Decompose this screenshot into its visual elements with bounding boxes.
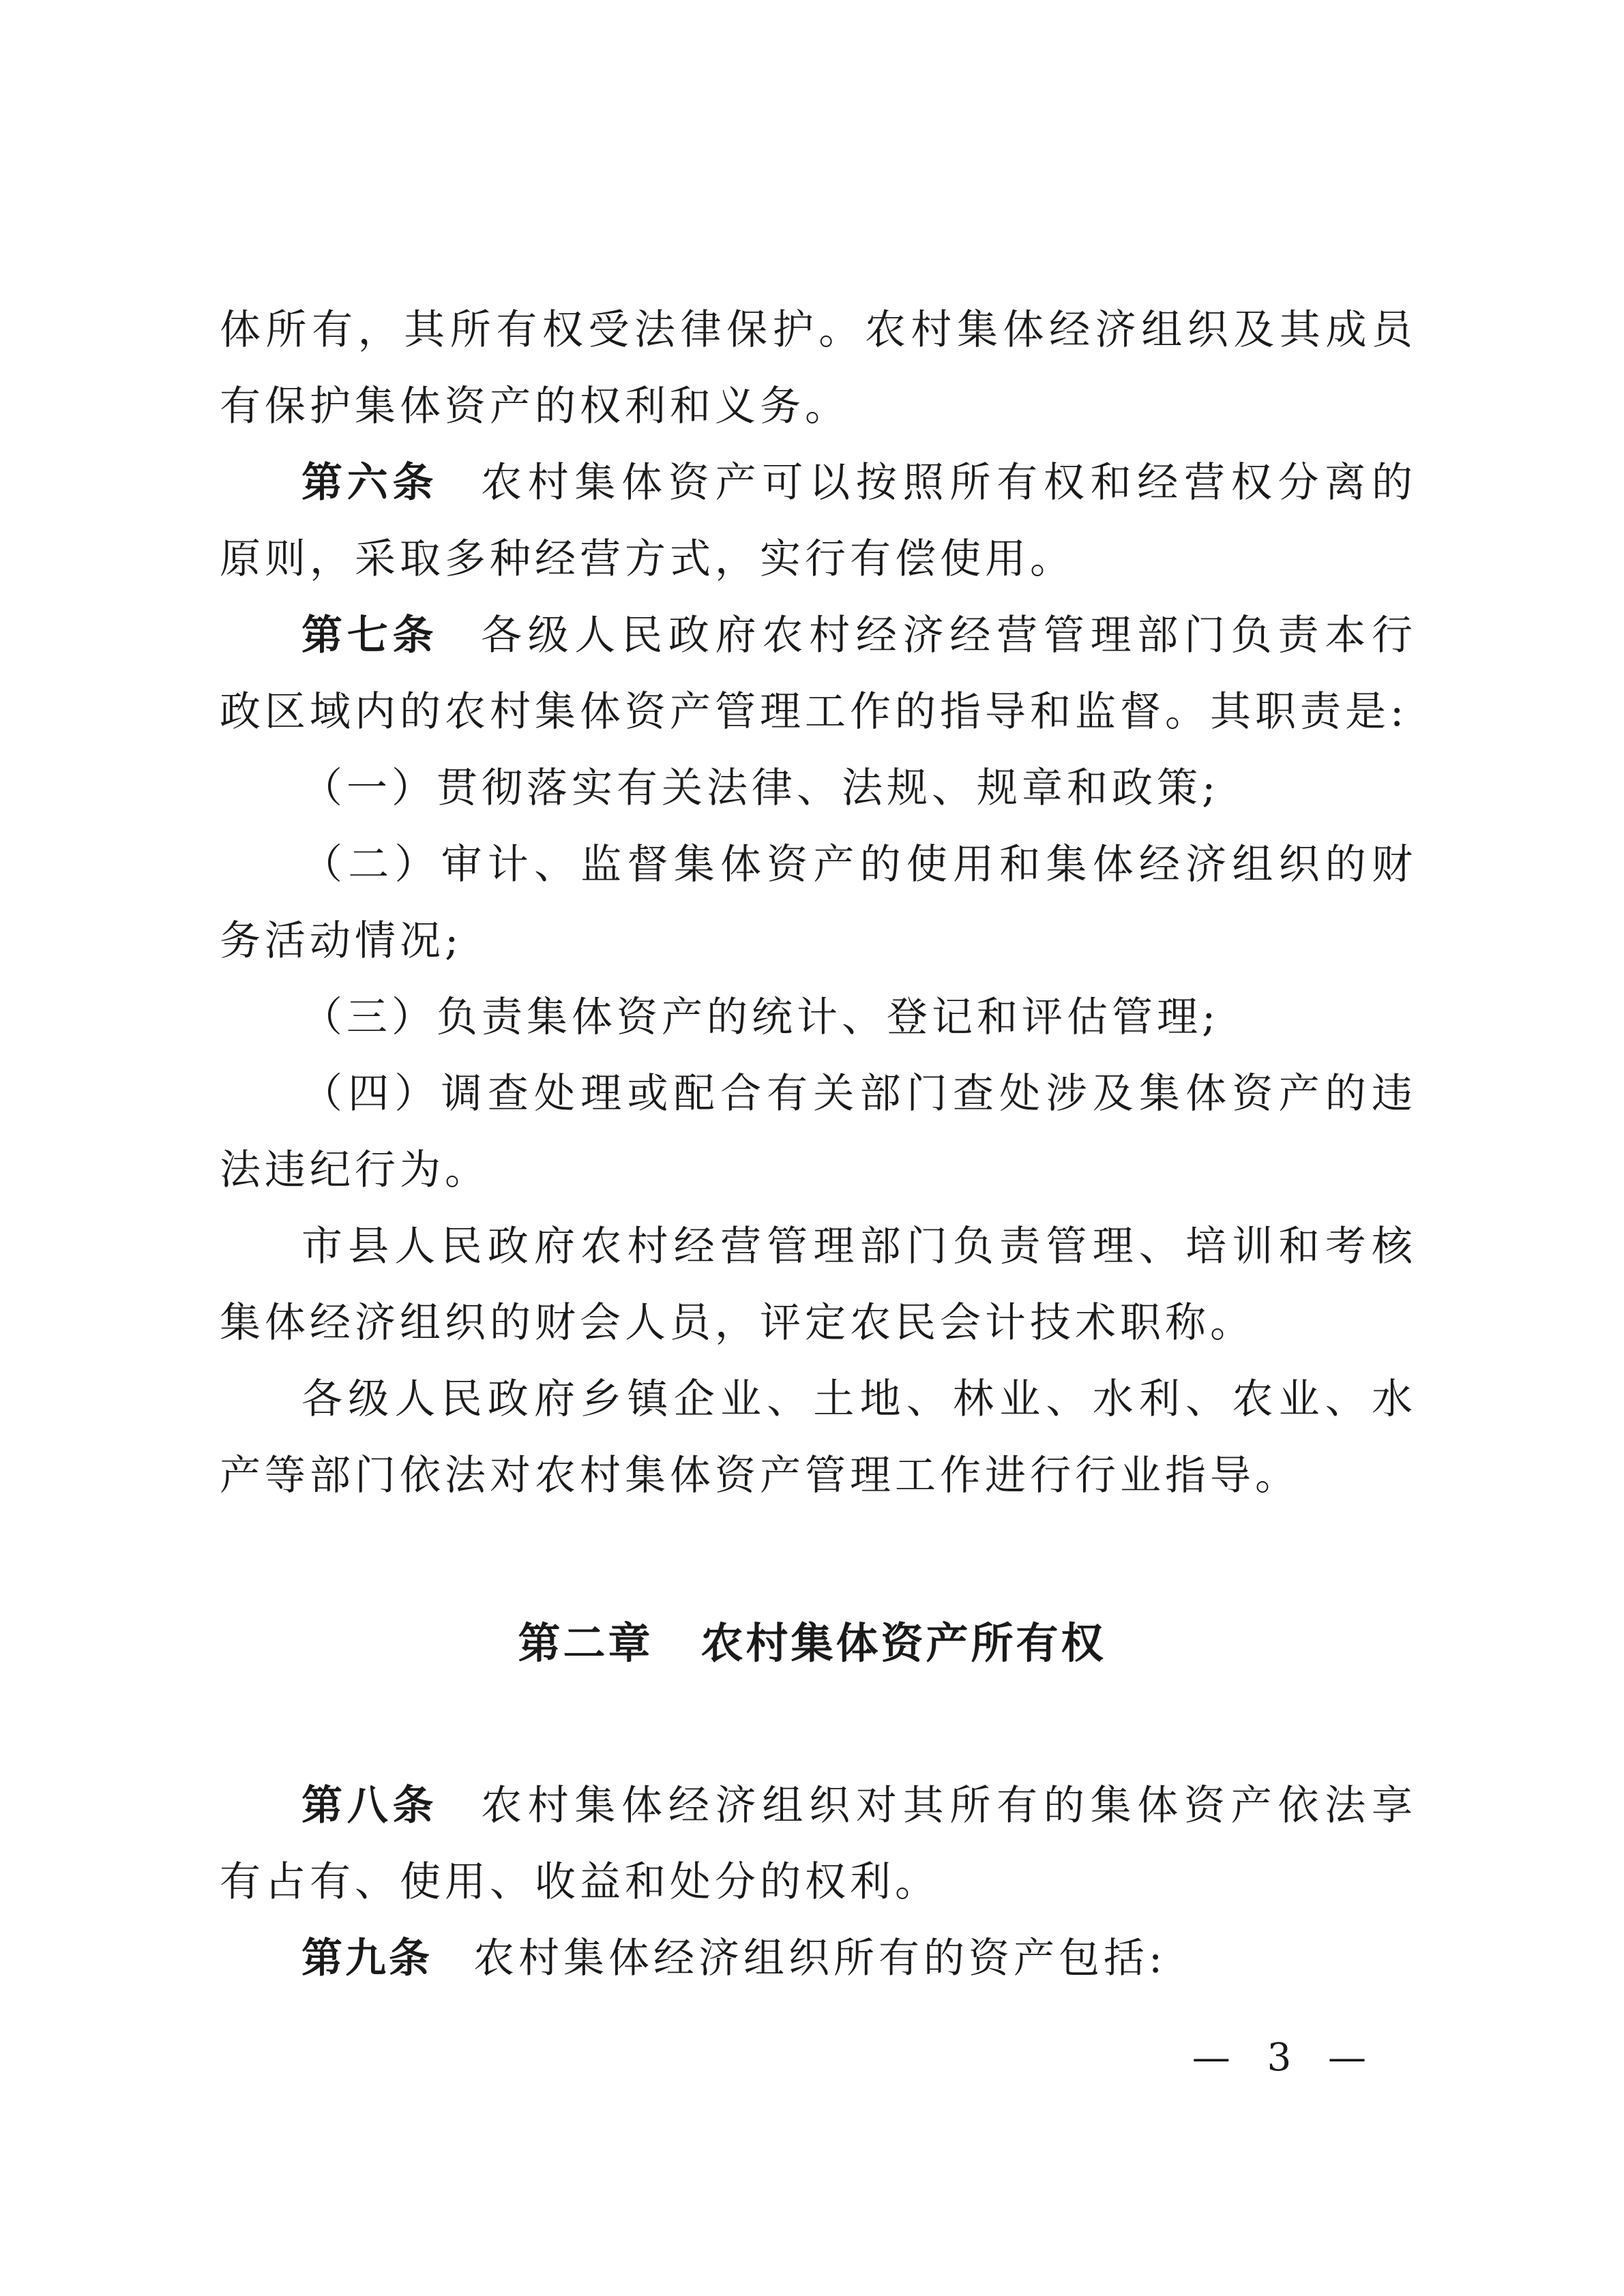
- duty-item-3: [220, 979, 1417, 1056]
- article-6: [220, 445, 1417, 597]
- paragraph-industry-guidance: [220, 1361, 1417, 1514]
- paragraph-county-management: [220, 1208, 1417, 1361]
- duty-item-text: （二）审计、监督集体资产的使用和集体经济组织的财务活动情况;: [220, 841, 1417, 965]
- article-9-text: 农村集体经济组织所有的资产包括:: [473, 1935, 1167, 1982]
- duty-item-text: （三）负责集体资产的统计、登记和评估管理;: [301, 994, 1220, 1041]
- article-6-text: 农村集体资产可以按照所有权和经营权分离的原则，采取多种经营方式，实行有偿使用。: [220, 459, 1417, 583]
- duty-item-1: [220, 750, 1417, 826]
- article-9: [220, 1920, 1417, 1997]
- article-7-text: 各级人民政府农村经济经营管理部门负责本行政区域内的农村集体资产管理工作的指导和监督。其职责是:: [220, 612, 1417, 736]
- chapter-heading: [0, 1609, 1624, 1670]
- article-8: [220, 1768, 1417, 1920]
- chapter-number: 第二章: [518, 1618, 653, 1668]
- paragraph-text: 市县人民政府农村经营管理部门负责管理、培训和考核集体经济组织的财会人员，评定农民会计技术职称。: [220, 1223, 1417, 1347]
- chapter-title: 农村集体资产所有权: [700, 1618, 1106, 1668]
- article-7-heading: 第七条: [301, 612, 439, 659]
- article-8-heading: 第八条: [301, 1782, 439, 1830]
- article-9-heading: 第九条: [301, 1935, 432, 1982]
- duty-item-text: （一）贯彻落实有关法律、法规、规章和政策;: [301, 764, 1220, 812]
- paragraph-continuation: [220, 292, 1417, 445]
- article-8-text: 农村集体经济组织对其所有的集体资产依法享有占有、使用、收益和处分的权利。: [220, 1782, 1417, 1906]
- duty-item-2: [220, 826, 1417, 979]
- duty-item-4: [220, 1056, 1417, 1208]
- article-6-heading: 第六条: [301, 459, 439, 507]
- article-7: [220, 597, 1417, 750]
- paragraph-text: 各级人民政府乡镇企业、土地、林业、水利、农业、水产等部门依法对农村集体资产管理工作进行行业指导。: [220, 1375, 1417, 1500]
- paragraph-text: 体所有，其所有权受法律保护。农村集体经济组织及其成员有保护集体资产的权利和义务。: [220, 306, 1417, 430]
- duty-item-text: （四）调查处理或配合有关部门查处涉及集体资产的违法违纪行为。: [220, 1070, 1417, 1194]
- page-number: — 3 —: [1192, 2036, 1378, 2080]
